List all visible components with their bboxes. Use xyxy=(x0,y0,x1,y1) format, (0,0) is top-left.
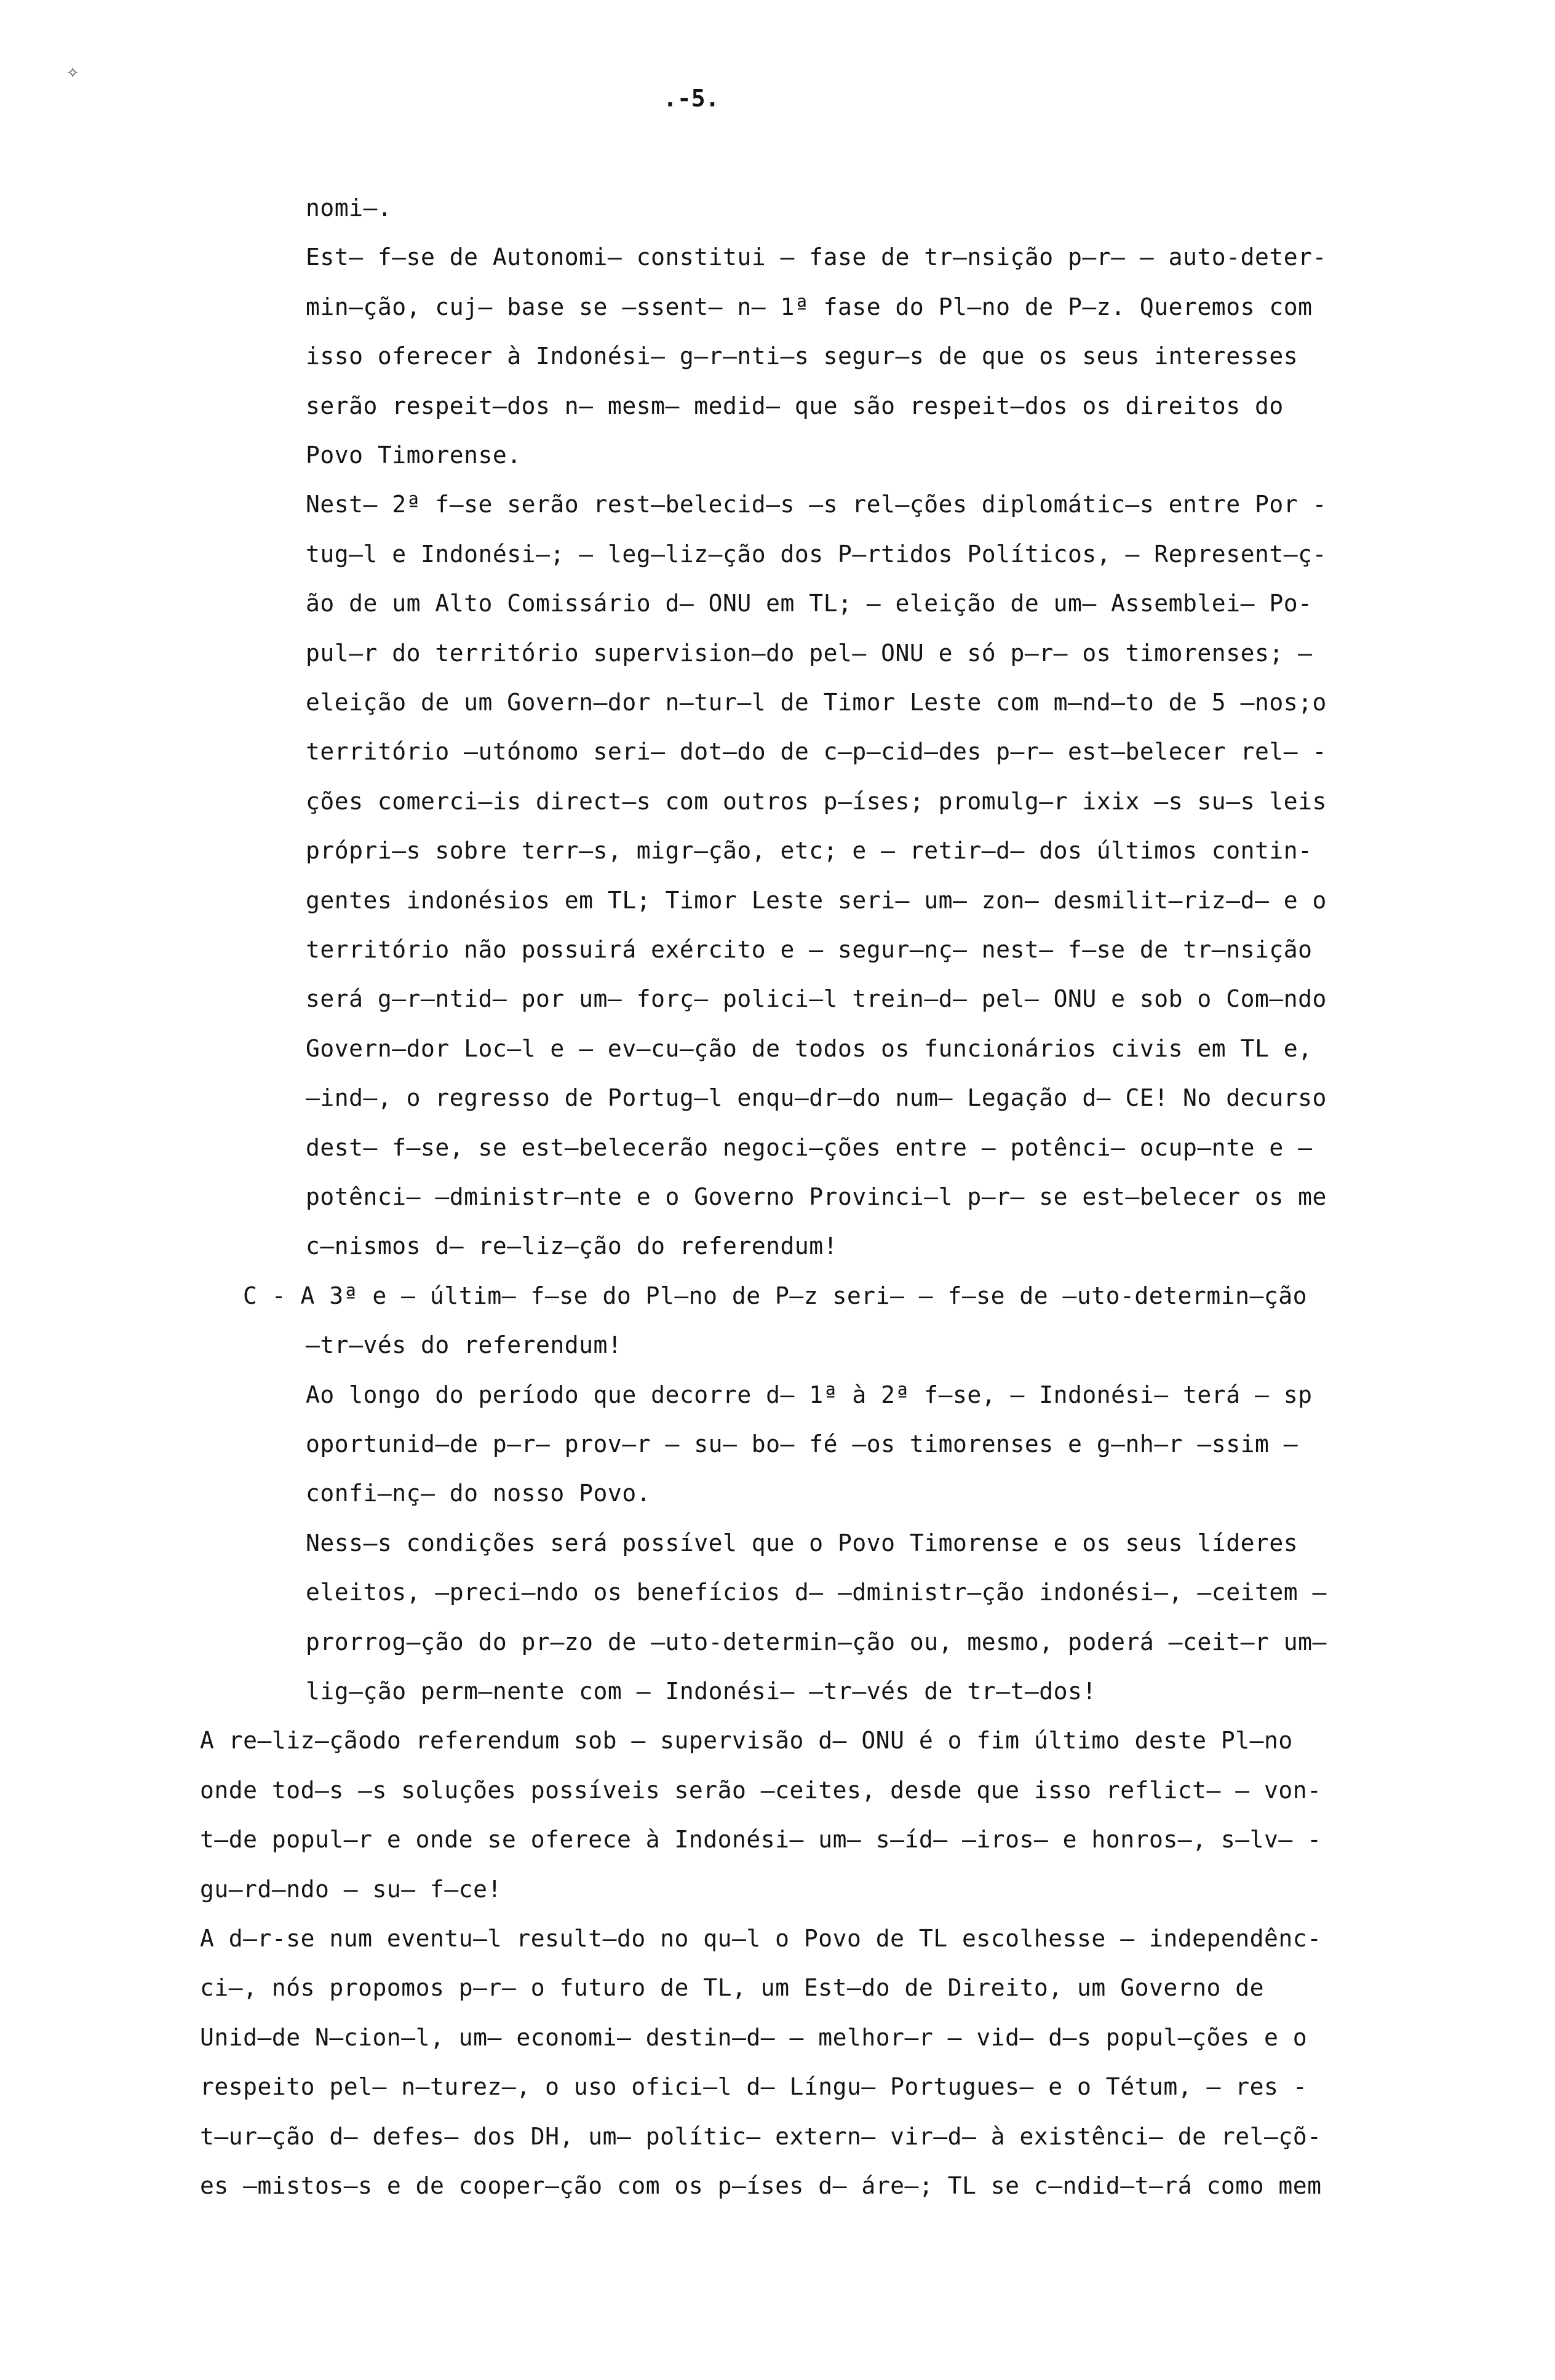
text-line: território –utónomo seri– dot–do de c–p–cid–des p–r– est–belecer rel– - xyxy=(306,738,1327,765)
text-line: Govern–dor Loc–l e – ev–cu–ção de todos os funcionários civis em TL e, xyxy=(306,1035,1313,1062)
text-line: onde tod–s –s soluções possíveis serão –ceites, desde que isso reflict– – von- xyxy=(200,1777,1322,1804)
text-line: –tr–vés do referendum! xyxy=(306,1331,622,1359)
text-line: Povo Timorense. xyxy=(306,442,522,469)
corner-mark: ✧ xyxy=(66,59,79,84)
text-line: prorrog–ção do pr–zo de –uto-determin–ção ou, mesmo, poderá –ceit–r um– xyxy=(306,1628,1327,1656)
text-line: t–ur–ção d– defes– dos DH, um– polític– extern– vir–d– à existênci– de rel–çõ- xyxy=(200,2123,1322,2150)
text-line: será g–r–ntid– por um– forç– polici–l trein–d– pel– ONU e sob o Com–ndo xyxy=(306,985,1327,1012)
text-line: território não possuirá exército e – segur–nç– nest– f–se de tr–nsição xyxy=(306,936,1313,963)
text-line: Ao longo do período que decorre d– 1ª à 2ª f–se, – Indonési– terá – sp xyxy=(306,1381,1313,1408)
text-line: potênci– –dministr–nte e o Governo Provinci–l p–r– se est–belecer os me xyxy=(306,1183,1327,1210)
text-line: A re–liz–çãodo referendum sob – supervisão d– ONU é o fim último deste Pl–no xyxy=(200,1727,1293,1754)
text-line: Nest– 2ª f–se serão rest–belecid–s –s rel–ções diplomátic–s entre Por - xyxy=(306,491,1327,518)
text-line: confi–nç– do nosso Povo. xyxy=(306,1480,651,1507)
text-line: A d–r-se num eventu–l result–do no qu–l o Povo de TL escolhesse – independênc- xyxy=(200,1925,1322,1952)
text-line: pul–r do território supervision–do pel– ONU e só p–r– os timorenses; – xyxy=(306,640,1313,667)
text-line: ci–, nós propomos p–r– o futuro de TL, um Est–do de Direito, um Governo de xyxy=(200,1974,1264,2001)
text-line: eleitos, –preci–ndo os benefícios d– –dministr–ção indonési–, –ceitem – xyxy=(306,1579,1327,1606)
text-line: es –mistos–s e de cooper–ção com os p–íses d– áre–; TL se c–ndid–t–rá como mem xyxy=(200,2172,1322,2199)
text-line: isso oferecer à Indonési– g–r–nti–s segur–s de que os seus interesses xyxy=(306,343,1298,370)
text-line: –ind–, o regresso de Portug–l enqu–dr–do num– Legação d– CE! No decurso xyxy=(306,1084,1327,1111)
text-line: t–de popul–r e onde se oferece à Indonési– um– s–íd– –iros– e honros–, s–lv– - xyxy=(200,1826,1322,1853)
text-line: eleição de um Govern–dor n–tur–l de Timor Leste com m–nd–to de 5 –nos;o xyxy=(306,689,1327,716)
text-line: min–ção, cuj– base se –ssent– n– 1ª fase do Pl–no de P–z. Queremos com xyxy=(306,293,1313,320)
text-line: Unid–de N–cion–l, um– economi– destin–d– – melhor–r – vid– d–s popul–ções e o xyxy=(200,2024,1308,2051)
text-line: dest– f–se, se est–belecerão negoci–ções entre – potênci– ocup–nte e – xyxy=(306,1134,1313,1161)
text-line: oportunid–de p–r– prov–r – su– bo– fé –os timorenses e g–nh–r –ssim – xyxy=(306,1430,1298,1458)
text-line: ções comerci–is direct–s com outros p–íses; promulg–r ixix –s su–s leis xyxy=(306,788,1327,815)
text-line: respeito pel– n–turez–, o uso ofici–l d– Língu– Portugues– e o Tétum, – res - xyxy=(200,2073,1308,2100)
page-number: .-5. xyxy=(663,85,720,112)
text-line: serão respeit–dos n– mesm– medid– que são respeit–dos os direitos do xyxy=(306,392,1284,419)
text-line: c–nismos d– re–liz–ção do referendum! xyxy=(306,1232,838,1259)
text-line: lig–ção perm–nente com – Indonési– –tr–vés de tr–t–dos! xyxy=(306,1678,1097,1705)
text-line: nomi–. xyxy=(306,194,392,221)
text-line: C - A 3ª e – últim– f–se do Pl–no de P–z seri– – f–se de –uto-determin–ção xyxy=(243,1282,1307,1309)
text-line: gu–rd–ndo – su– f–ce! xyxy=(200,1876,502,1903)
text-line: própri–s sobre terr–s, migr–ção, etc; e – retir–d– dos últimos contin- xyxy=(306,837,1313,864)
text-line: Est– f–se de Autonomi– constitui – fase de tr–nsição p–r– – auto-deter- xyxy=(306,244,1327,271)
text-line: ão de um Alto Comissário d– ONU em TL; – eleição de um– Assemblei– Po- xyxy=(306,590,1313,617)
text-line: Ness–s condições será possível que o Povo Timorense e os seus líderes xyxy=(306,1529,1298,1557)
text-line: gentes indonésios em TL; Timor Leste seri– um– zon– desmilit–riz–d– e o xyxy=(306,887,1327,914)
text-line: tug–l e Indonési–; – leg–liz–ção dos P–rtidos Políticos, – Represent–ç- xyxy=(306,541,1327,568)
